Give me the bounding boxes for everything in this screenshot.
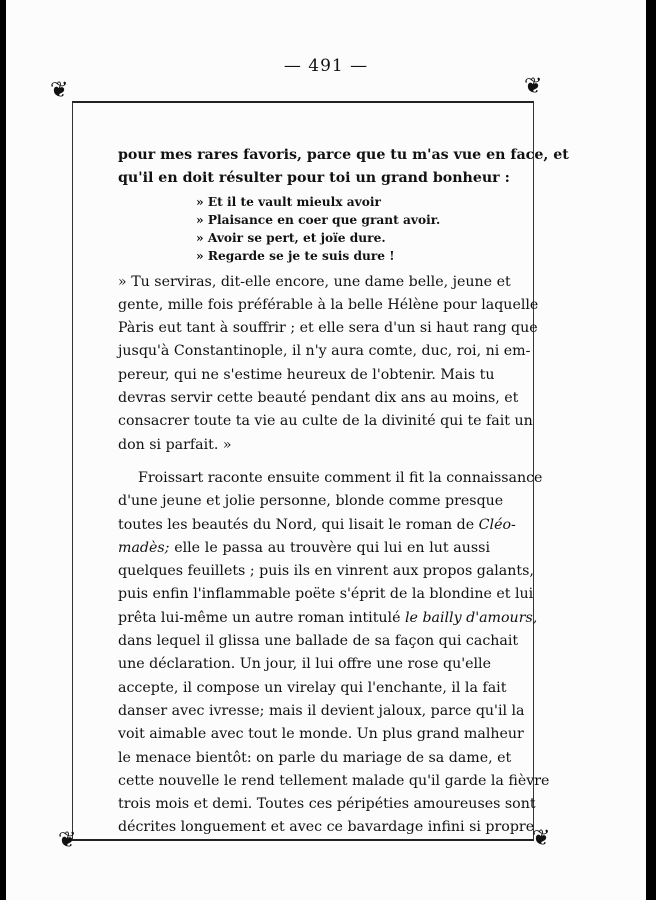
body-text — [118, 144, 569, 840]
text-line: consacrer toute ta vie au culte de la divinité qui te fait un — [118, 413, 533, 430]
verse-line: » Et il te vault mieulx avoir — [196, 194, 381, 209]
text-line — [118, 537, 490, 560]
text-line: qu'il en doit résulter pour toi un grand bonheur : — [118, 170, 510, 187]
italic-title: le bailly d'amours, — [405, 609, 538, 626]
text-line: jusqu'à Constantinople, il n'y aura comte, duc, roi, ni em- — [118, 343, 531, 360]
text-line: quelques feuillets ; puis ils en vinrent aux propos galants, — [118, 563, 534, 580]
text-line: gente, mille fois préférable à la belle Hélène pour laquelle — [118, 296, 539, 313]
text-line: don si parfait. » — [118, 436, 232, 453]
text-span: elle le passa au trouvère qui lui en lut aussi — [174, 539, 490, 556]
corner-flourish-icon: ❦ — [524, 74, 543, 99]
corner-flourish-icon: ❦ — [58, 828, 77, 853]
text-line: Froissart raconte ensuite comment il fit la connaissance — [138, 469, 543, 486]
text-line: Pàris eut tant à souffrir ; et elle sera d'un si haut rang que — [118, 320, 538, 337]
text-line: dans lequel il glissa une ballade de sa façon qui cachait — [118, 633, 519, 650]
verse-line: » Regarde se je te suis dure ! — [196, 248, 395, 263]
page-number: — 491 — — [283, 56, 369, 76]
text-line: » Tu serviras, dit-elle encore, une dame belle, jeune et — [118, 273, 511, 290]
text-span: toutes les beautés du Nord, qui lisait le roman de — [118, 516, 475, 533]
italic-title: madès; — [118, 539, 170, 556]
text-line: trois mois et demi. Toutes ces péripéties amoureuses sont — [118, 796, 536, 813]
corner-flourish-icon: ❦ — [532, 826, 551, 851]
text-line: une déclaration. Un jour, il lui offre une rose qu'elle — [118, 656, 491, 673]
text-line — [118, 514, 516, 537]
italic-title: Cléo- — [478, 516, 516, 533]
text-line: puis enfin l'inflammable poëte s'éprit de la blondine et lui — [118, 586, 534, 603]
paragraph — [118, 271, 539, 457]
text-line: pereur, qui ne s'estime heureux de l'obtenir. Mais tu — [118, 366, 495, 383]
text-line: accepte, il compose un virelay qui l'enchante, il la fait — [118, 679, 507, 696]
text-line: pour mes rares favoris, parce que tu m'as vue en face, et — [118, 147, 569, 163]
paragraph — [118, 467, 550, 840]
text-line — [118, 607, 538, 630]
verse-line: » Plaisance en coer que grant avoir. — [196, 212, 441, 227]
text-line: décrites longuement et avec ce bavardage infini si propre — [118, 819, 535, 836]
text-span: prêta lui-même un autre roman intitulé — [118, 609, 401, 626]
text-line: danser avec ivresse; mais il devient jaloux, parce qu'il la — [118, 702, 525, 719]
book-page — [6, 0, 646, 900]
text-line: devras servir cette beauté pendant dix ans au moins, et — [118, 390, 519, 407]
text-line: cette nouvelle le rend tellement malade qu'il garde la fièvre — [118, 772, 550, 789]
text-line: le menace bientôt: on parle du mariage de sa dame, et — [118, 749, 512, 766]
corner-flourish-icon: ❦ — [50, 78, 69, 103]
verse-block — [196, 193, 490, 265]
text-line: d'une jeune et jolie personne, blonde comme presque — [118, 493, 504, 510]
verse-line: » Avoir se pert, et joïe dure. — [196, 230, 386, 245]
text-line: voit aimable avec tout le monde. Un plus grand malheur — [118, 726, 524, 743]
